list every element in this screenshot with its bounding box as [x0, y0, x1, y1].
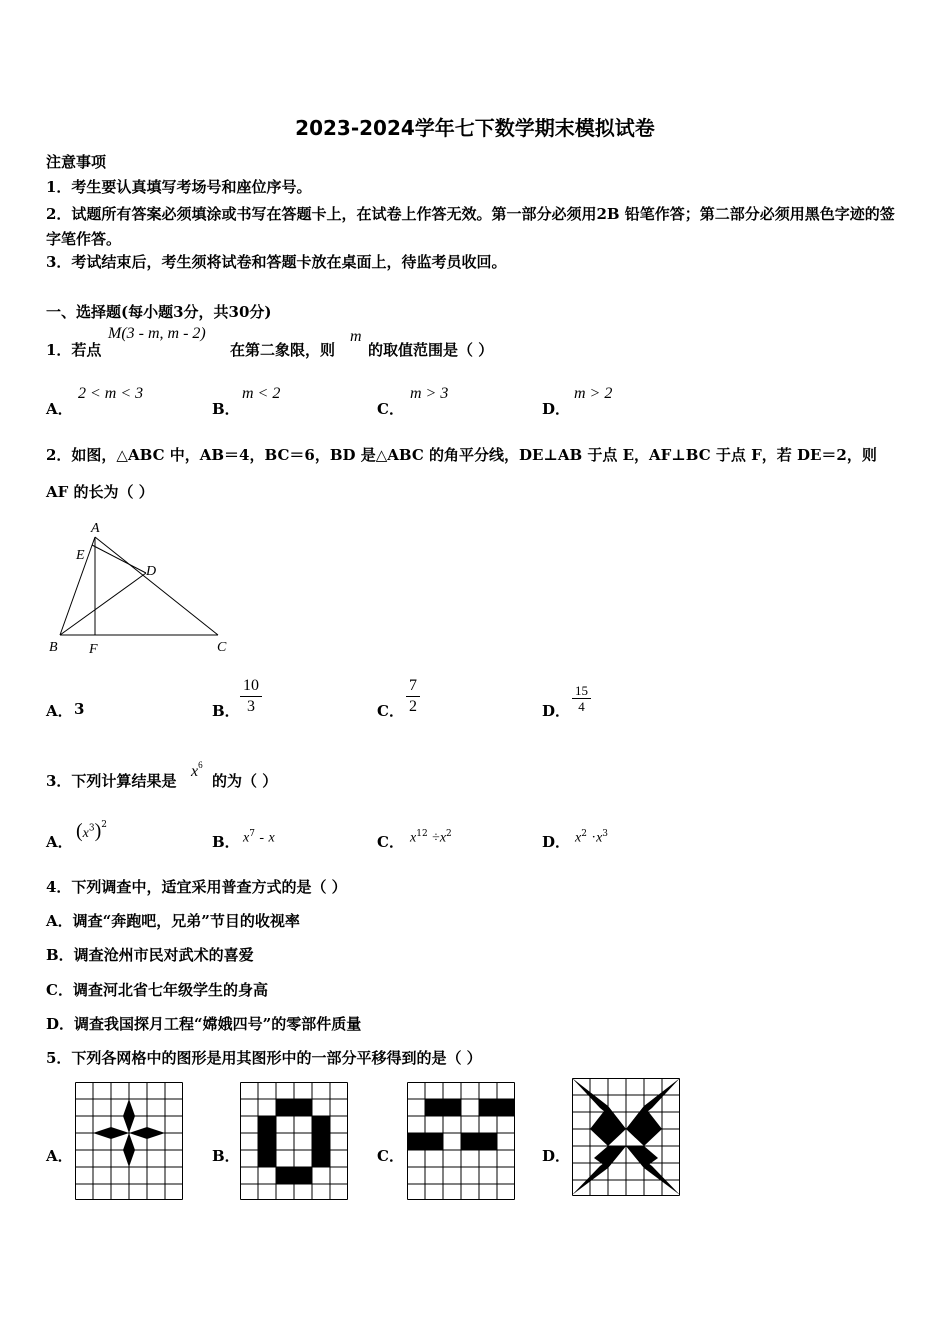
q3-suffix: 的为（ ）: [212, 772, 278, 790]
q2-option-a-value: 3: [74, 700, 85, 718]
q5-grid-a: [75, 1082, 183, 1200]
page-title: 2023-2024学年七下数学期末模拟试卷: [295, 116, 655, 140]
q2-option-b-label: B．: [212, 702, 240, 720]
label-d: D: [146, 564, 157, 579]
q3-base: x: [191, 763, 199, 780]
q3-option-d-label: D．: [542, 833, 571, 851]
q4-stem: 4．下列调查中，适宜采用普查方式的是（ ）: [46, 878, 347, 896]
q3-option-a-expr: $(x^3)^2$: [76, 820, 108, 842]
q5-grid-b: [240, 1082, 348, 1200]
q3-option-a-label: A．: [46, 833, 73, 851]
label-a: A: [91, 521, 100, 536]
q1-option-a: 2 < m < 3: [78, 385, 144, 402]
grid-lines-b: [241, 1083, 348, 1200]
q1-prefix: 1．若点: [46, 341, 102, 359]
q3-option-c-label: C．: [377, 833, 404, 851]
q1-option-d-label: D．: [542, 400, 571, 418]
q3-option-d-expr: $x^2 \cdot x^3$: [575, 829, 609, 846]
q2-stem-line1: 2．如图，△ABC 中，AB＝4，BC＝6，BD 是△ABC 的角平分线，DE⊥AB 于点 E，AF⊥BC 于点 F，若 DE＝2，则: [46, 446, 877, 464]
q4-option-b: B．调查沧州市民对武术的喜爱: [46, 946, 254, 964]
q2-option-d-label: D．: [542, 702, 571, 720]
notice-item-3: 3．考试结束后，考生须将试卷和答题卡放在桌面上，待监考员收回。: [46, 253, 507, 271]
q1-var: m: [350, 328, 362, 345]
q2-option-a-label: A．: [46, 702, 73, 720]
q1-option-b-label: B．: [212, 400, 240, 418]
label-b: B: [49, 640, 58, 655]
label-e: E: [76, 548, 85, 563]
q4-option-d: D．调查我国探月工程“嫦娥四号”的零部件质量: [46, 1015, 362, 1033]
q1-point: M(3 - m, m - 2): [108, 325, 206, 342]
q2-option-b-numerator: 10: [240, 676, 262, 697]
q1-option-c-label: C．: [377, 400, 404, 418]
q1-option-a-label: A．: [46, 400, 73, 418]
segment-de: [92, 545, 146, 573]
notice-heading: 注意事项: [46, 153, 107, 171]
q5-option-a-label: A．: [46, 1147, 73, 1165]
notice-item-2: 2．试题所有答案必须填涂或书写在答题卡上，在试卷上作答无效。第一部分必须用2B 铅笔作答；第二部分必须用黑色字迹的签字笔作答。: [46, 205, 895, 248]
q1-suffix: 的取值范围是（ ）: [368, 341, 494, 359]
q2-option-d-fraction: [572, 683, 591, 714]
label-f: F: [89, 642, 98, 657]
q1-mid: 在第二象限，则: [230, 341, 336, 359]
q1-option-b: m < 2: [242, 385, 281, 402]
triangle-figure: [40, 515, 240, 660]
q2-option-b-denominator: 3: [247, 698, 255, 715]
q2-option-d-denominator: 4: [578, 699, 585, 714]
q3-option-b-expr: $x^7$ - x: [243, 829, 275, 846]
q1-option-d: m > 2: [574, 385, 613, 402]
q3-option-b-label: B．: [212, 833, 240, 851]
q5-grid-c: [407, 1082, 515, 1200]
q2-option-b-fraction: [240, 676, 262, 717]
q4-option-a: A．调查“奔跑吧，兄弟”节目的收视率: [46, 912, 300, 930]
q4-option-c: C．调查河北省七年级学生的身高: [46, 981, 268, 999]
q5-option-c-label: C．: [377, 1147, 404, 1165]
q1-option-c: m > 3: [410, 385, 449, 402]
q2-option-c-fraction: [406, 676, 420, 717]
q3-option-c-expr: $x^{12} \div x^2$: [410, 829, 452, 846]
q3-prefix: 3．下列计算结果是: [46, 772, 177, 790]
q5-stem: 5．下列各网格中的图形是用其图形中的一部分平移得到的是（ ）: [46, 1049, 482, 1067]
label-c: C: [217, 640, 227, 655]
notice-item-1: 1．考生要认真填写考场号和座位序号。: [46, 178, 312, 196]
side-ac: [95, 537, 218, 635]
q2-stem-line2: AF 的长为（ ）: [46, 483, 154, 501]
shape-a: [93, 1099, 165, 1167]
q5-option-d-label: D．: [542, 1147, 571, 1165]
bisector-bd: [60, 573, 146, 635]
section-heading: 一、选择题(每小题3分，共30分): [46, 303, 272, 321]
q3-exponent: 6: [198, 760, 203, 770]
q5-option-b-label: B．: [212, 1147, 240, 1165]
q2-option-c-label: C．: [377, 702, 404, 720]
q5-grid-d: [572, 1078, 680, 1196]
q2-option-d-numerator: 15: [572, 683, 591, 699]
q3-target-power: [191, 760, 203, 781]
q2-option-c-denominator: 2: [409, 698, 417, 715]
q2-option-c-numerator: 7: [406, 676, 420, 697]
